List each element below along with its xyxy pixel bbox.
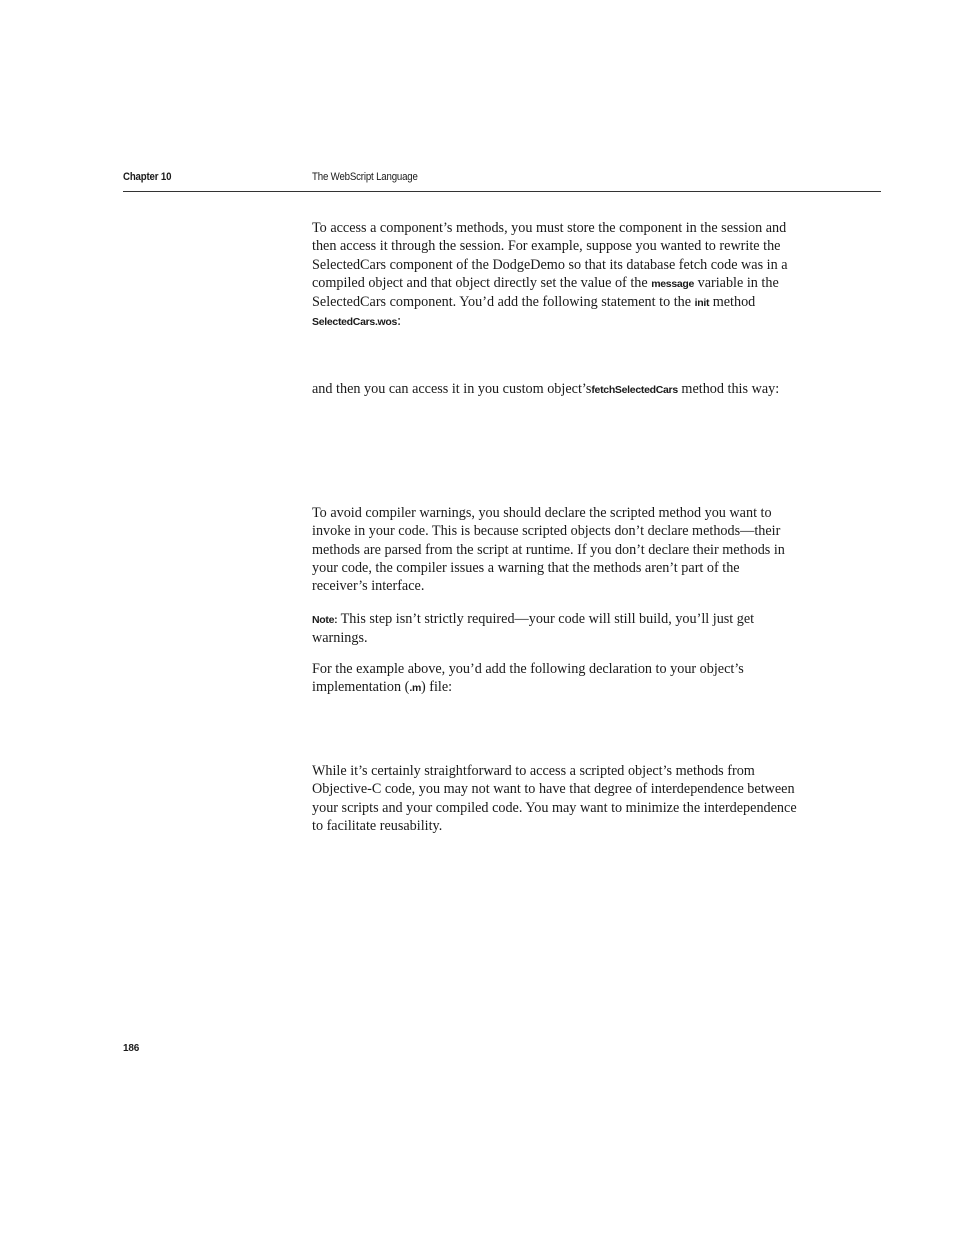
chapter-label: Chapter 10 — [123, 171, 172, 183]
header-divider — [123, 191, 881, 192]
note-text: This step isn’t strictly required—your code will still build, you’ll just get warnings. — [312, 611, 755, 647]
paragraph-text: and then you can access it in you custom object’s — [312, 381, 592, 397]
note-paragraph — [312, 610, 797, 648]
paragraph-text: variable in the SelectedCars component. You’d add the following statement to the — [312, 274, 779, 311]
paragraph-compiler-warnings: To avoid compiler warnings, you should declare the scripted method you want to invoke in your code. This is because scripted objects don’t declare methods—their methods are parsed from the script at runtime. If you don’t declare their methods in your code, the compiler issues a warning that the methods aren’t part of the receiver’s interface. — [312, 505, 785, 595]
paragraph-text: : — [397, 313, 402, 330]
code-selectedcars-wos: SelectedCars.wos — [312, 316, 398, 329]
paragraph-text: ) file: — [420, 679, 453, 696]
paragraph-text: method — [709, 294, 756, 311]
paragraph-text: To access a component’s methods, you must store the component in the session and then access it through the session. For example, suppose you wanted to rewrite the SelectedCars component of the DodgeDemo so that its database fetch code was in a compiled object and that object directly set the value of the — [312, 220, 788, 291]
code-init: init — [694, 297, 710, 310]
page-number: 186 — [123, 1043, 140, 1054]
code-m-extension: .m — [409, 682, 421, 695]
code-fetchselectedcars: fetchSelectedCars — [591, 384, 678, 396]
paragraph-declaration — [312, 660, 797, 698]
paragraph-access-custom-object — [312, 380, 797, 399]
paragraph-text: For the example above, you’d add the following declaration to your object’s implementation ( — [312, 661, 744, 696]
note-label: Note: — [312, 614, 338, 626]
paragraph-text: method this way: — [677, 381, 780, 397]
code-message: message — [651, 277, 695, 290]
paragraph-interdependence: While it’s certainly straightforward to access a scripted object’s methods from Objective-C code, you may not want to have that degree of interdependence between your scripts and your compiled code. You may want to minimize the interdependence to facilitate reusability. — [312, 763, 797, 834]
paragraph-access-methods — [312, 219, 797, 332]
running-header-title: The WebScript Language — [312, 171, 418, 183]
